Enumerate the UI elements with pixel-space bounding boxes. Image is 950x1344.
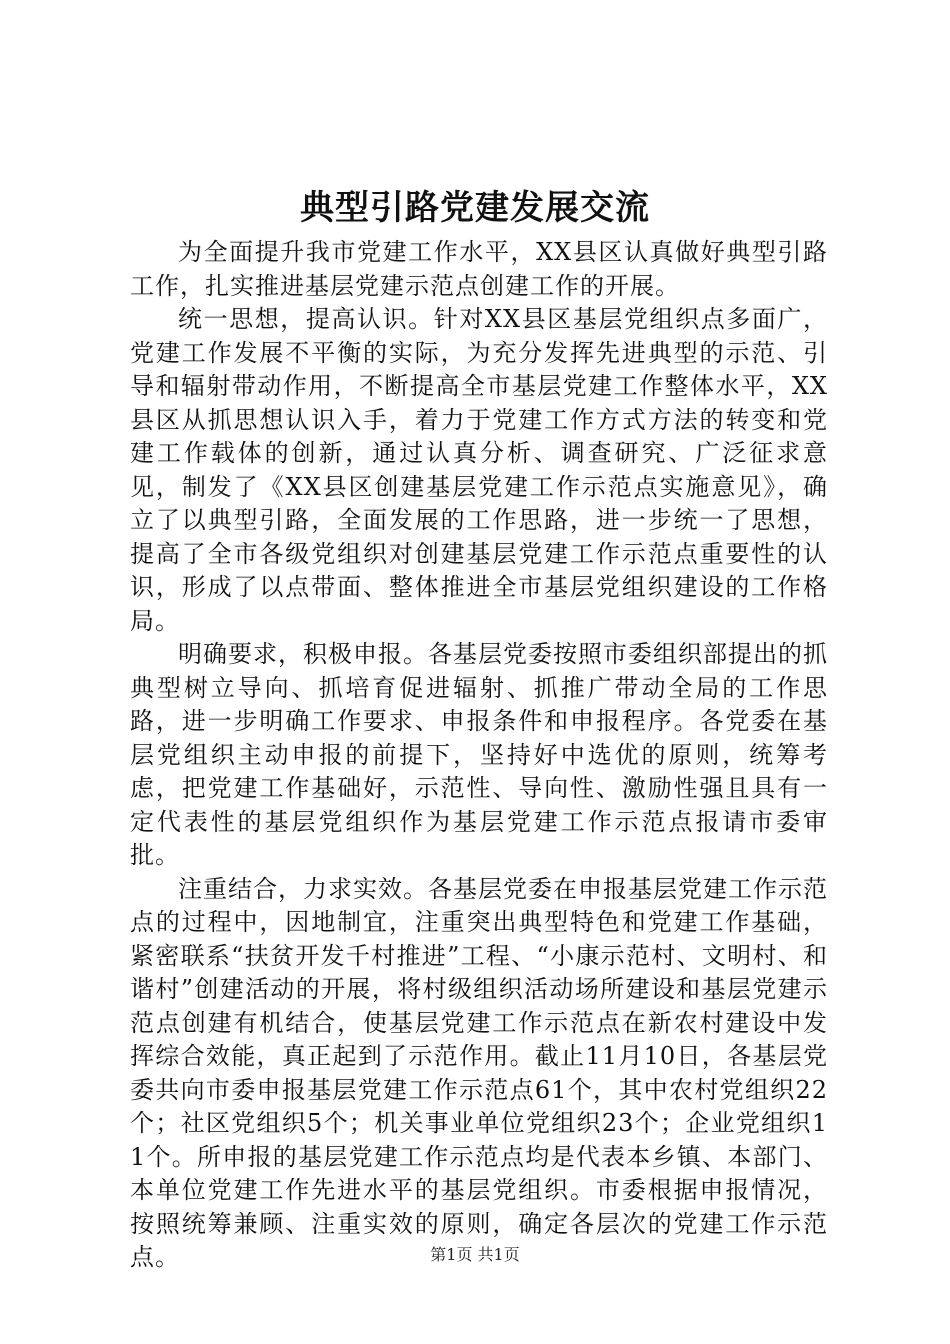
page-number-footer: 第1页 共1页 [430, 1245, 520, 1264]
document-title: 典型引路党建发展交流 [300, 188, 650, 228]
paragraph-unify-thinking: 统一思想，提高认识。针对XX县区基层党组织点多面广，党建工作发展不平衡的实际，为充分发挥先进典型的示范、引导和辐射带动作用，不断提高全市基层党建工作整体水平，XX县区从抓思想认识入手，着力于党建工作方式方法的转变和党建工作载体的创新，通过认真分析、调查研究、广泛征求意见，制发了《XX县区创建基层党建工作示范点实施意见》，确立了以典型引路，全面发展的工作思路，进一步统一了思想，提高了全市各级党组织对创建基层党建工作示范点重要性的认识，形成了以点带面、整体推进全市基层党组织建设的工作格局。 [130, 305, 828, 635]
paragraph-intro: 为全面提升我市党建工作水平，XX县区认真做好典型引路工作，扎实推进基层党建示范点创建工作的开展。 [130, 238, 828, 300]
document-body [130, 236, 828, 1275]
paragraph-focus-integration: 注重结合，力求实效。各基层党委在申报基层党建工作示范点的过程中，因地制宜，注重突出典型特色和党建工作基础，紧密联系“扶贫开发千村推进”工程、“小康示范村、文明村、和谐村”创建活动的开展，将村级组织活动场所建设和基层党建示范点创建有机结合，使基层党建工作示范点在新农村建设中发挥综合效能，真正起到了示范作用。截止11月10日，各基层党委共向市委申报基层党建工作示范点61个，其中农村党组织22个；社区党组织5个；机关事业单位党组织23个；企业党组织11个。所申报的基层党建工作示范点均是代表本乡镇、本部门、本单位党建工作先进水平的基层党组织。市委根据申报情况，按照统筹兼顾、注重实效的原则，确定各层次的党建工作示范点。 [130, 874, 828, 1271]
paragraph-clear-requirements: 明确要求，积极申报。各基层党委按照市委组织部提出的抓典型树立导向、抓培育促进辐射、抓推广带动全局的工作思路，进一步明确工作要求、申报条件和申报程序。各党委在基层党组织主动申报的前提下，坚持好中选优的原则，统筹考虑，把党建工作基础好，示范性、导向性、激励性强且具有一定代表性的基层党组织作为基层党建工作示范点报请市委审批。 [130, 640, 828, 869]
